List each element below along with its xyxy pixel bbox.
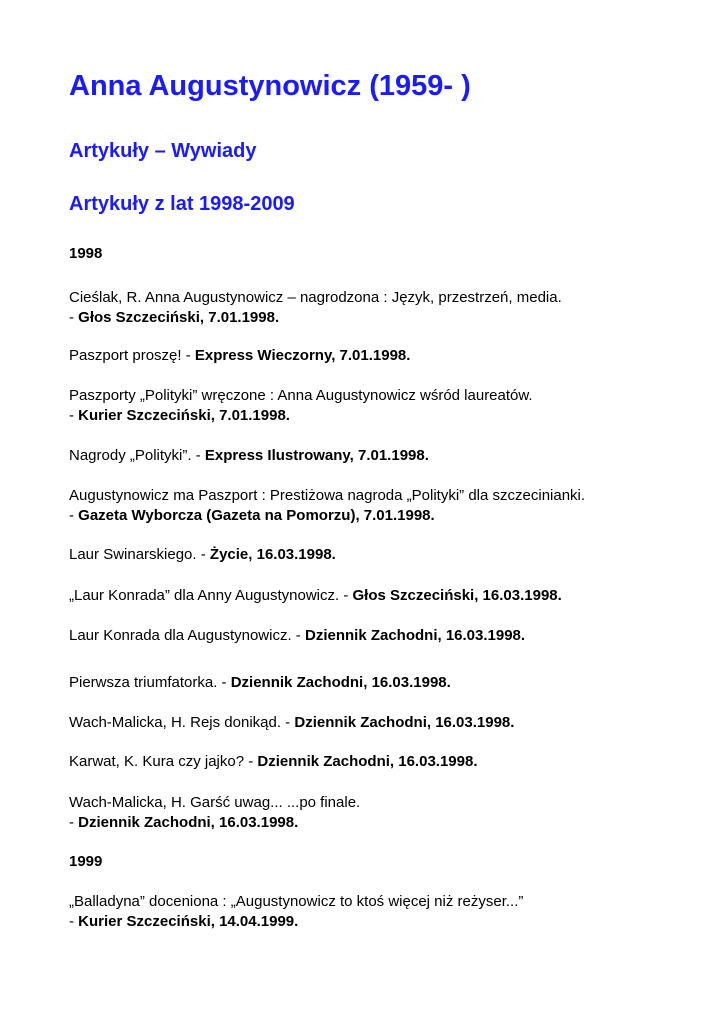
entry-source: Życie, 16.03.1998. [209, 546, 336, 563]
entry-text: Nagrody „Polityki”. - [69, 447, 205, 464]
entry-separator: - [69, 913, 79, 930]
bibliography-entry [69, 793, 360, 833]
entry-source: Kurier Szczeciński, 7.01.1998. [78, 407, 290, 424]
entry-text: Laur Swinarskiego. - [69, 546, 210, 563]
entry-text: Paszporty „Polityki” wręczone : Anna Augustynowicz wśród laureatów. [69, 387, 533, 404]
bibliography-entry [69, 545, 336, 565]
entry-separator: - [69, 407, 79, 424]
bibliography-entry [69, 673, 451, 693]
bibliography-entry [69, 288, 562, 328]
bibliography-entry [69, 752, 478, 772]
entry-separator: - [69, 814, 79, 831]
bibliography-entry [69, 626, 525, 646]
section-heading-articles-years: Artykuły z lat 1998-2009 [69, 193, 295, 215]
entry-text: Laur Konrada dla Augustynowicz. - [69, 627, 305, 644]
entry-source: Express Ilustrowany, 7.01.1998. [204, 447, 429, 464]
bibliography-entry [69, 586, 562, 606]
bibliography-entry [69, 486, 585, 526]
entry-text: Pierwsza triumfatorka. - [69, 674, 231, 691]
entry-text: „Balladyna” doceniona : „Augustynowicz to ktoś więcej niż reżyser...” [69, 893, 524, 910]
entry-source: Dziennik Zachodni, 16.03.1998. [257, 753, 478, 770]
bibliography-entry [69, 386, 533, 426]
entry-source: Dziennik Zachodni, 16.03.1998. [304, 627, 526, 644]
entry-text: Karwat, K. Kura czy jajko? - [69, 753, 258, 770]
bibliography-entry [69, 346, 410, 366]
entry-source: Gazeta Wyborcza (Gazeta na Pomorzu), 7.01.1998. [78, 507, 435, 524]
year-heading-1999: 1999 [69, 853, 103, 870]
entry-source: Głos Szczeciński, 16.03.1998. [352, 587, 562, 604]
entry-source: Express Wieczorny, 7.01.1998. [194, 347, 411, 364]
entry-source: Dziennik Zachodni, 16.03.1998. [78, 814, 299, 831]
entry-text: „Laur Konrada” dla Anny Augustynowicz. - [69, 587, 353, 604]
entry-text: Paszport proszę! - [69, 347, 195, 364]
entry-separator: - [69, 507, 79, 524]
entry-source: Dziennik Zachodni, 16.03.1998. [294, 714, 515, 731]
entry-text: Wach-Malicka, H. Garść uwag... ...po finale. [69, 794, 361, 811]
entry-text: Augustynowicz ma Paszport : Prestiżowa nagroda „Polityki” dla szczecinianki. [69, 487, 586, 504]
entry-text: Cieślak, R. Anna Augustynowicz – nagrodzona : Język, przestrzeń, media. [69, 289, 562, 306]
entry-text: Wach-Malicka, H. Rejs donikąd. - [69, 714, 295, 731]
entry-source: Kurier Szczeciński, 14.04.1999. [78, 913, 299, 930]
entry-separator: - [69, 309, 79, 326]
entry-source: Dziennik Zachodni, 16.03.1998. [230, 674, 451, 691]
year-heading-1998: 1998 [69, 245, 103, 262]
bibliography-entry [69, 446, 429, 466]
section-heading-articles-interviews: Artykuły – Wywiady [69, 140, 257, 162]
page-title: Anna Augustynowicz (1959- ) [69, 70, 471, 102]
entry-source: Głos Szczeciński, 7.01.1998. [78, 309, 280, 326]
bibliography-entry [69, 713, 514, 733]
bibliography-entry [69, 892, 523, 932]
